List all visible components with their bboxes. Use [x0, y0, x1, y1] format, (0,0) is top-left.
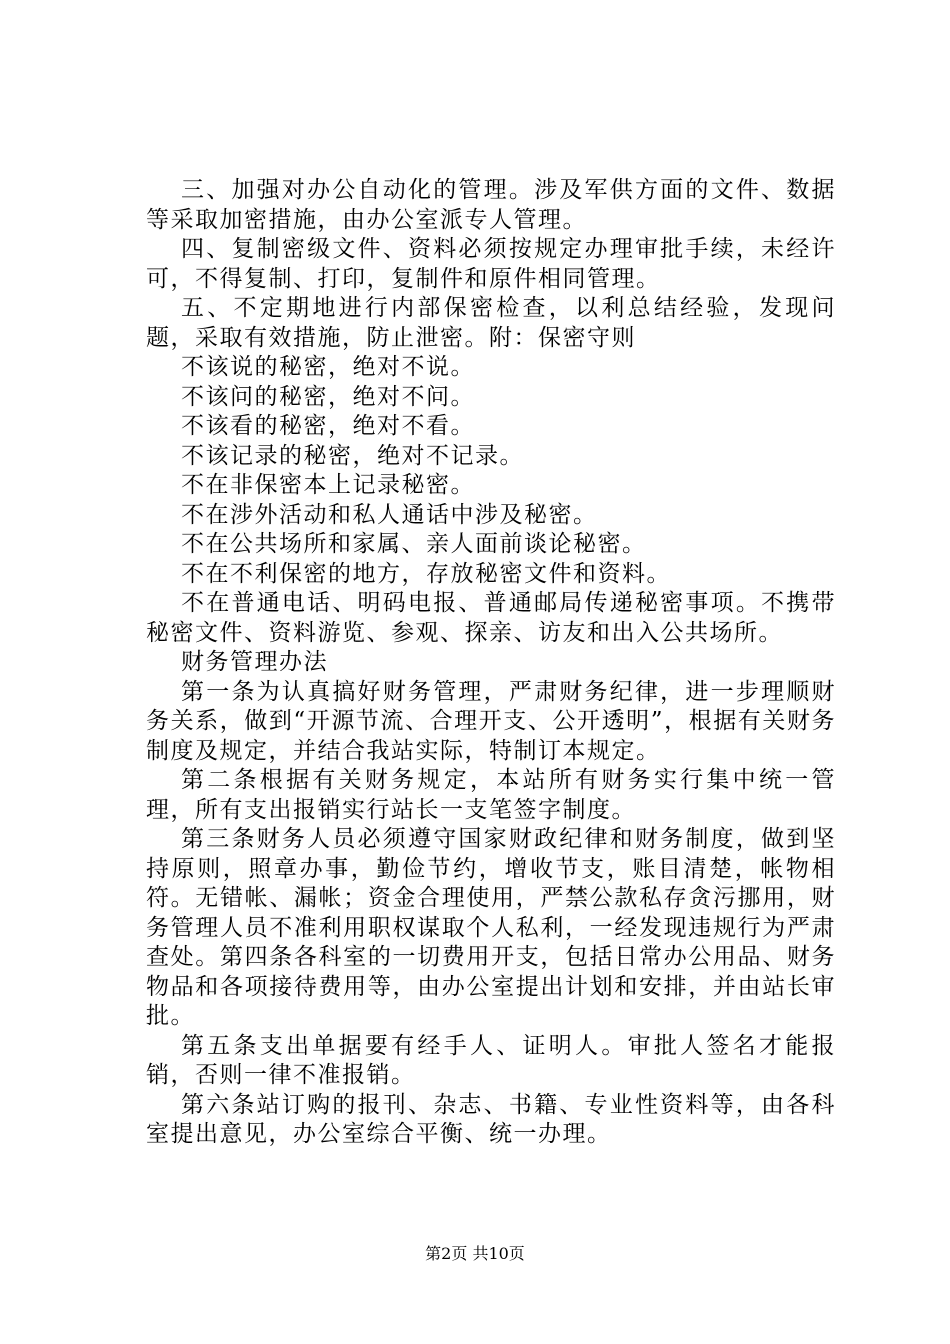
paragraph-secrecy-item-4: 四、复制密级文件、资料必须按规定办理审批手续，未经许可，不得复制、打印，复制件和原件相同管理。 [146, 236, 836, 292]
page-number-footer: 第2页 共10页 [425, 1244, 525, 1263]
paragraph-rule-storage: 不在不利保密的地方，存放秘密文件和资料。 [181, 560, 671, 587]
paragraph-rule-not-say: 不该说的秘密，绝对不说。 [181, 354, 475, 380]
paragraph-article-2: 第二条根据有关财务规定，本站所有财务实行集中统一管理，所有支出报销实行站长一支笔签字制度。 [146, 767, 836, 823]
paragraph-article-3-4: 第三条财务人员必须遵守国家财政纪律和财务制度，做到坚持原则，照章办事，勤俭节约，增收节支，账目清楚，帐物相符。无错帐、漏帐；资金合理使用，严禁公款私存贪污挪用，财务管理人员不准利用职权谋取个人私利，一经发现违规行为严肃查处。第四条各科室的一切费用开支，包括日常办公用品、财务物品和各项接待费用等，由办公室提出计划和安排，并由站长审批。 [146, 826, 836, 1029]
paragraph-rule-not-record: 不该记录的秘密，绝对不记录。 [181, 442, 524, 469]
paragraph-article-6: 第六条站订购的报刊、杂志、书籍、专业性资料等，由各科室提出意见，办公室综合平衡、统一办理。 [146, 1091, 836, 1147]
paragraph-secrecy-item-3: 三、加强对办公自动化的管理。涉及军供方面的文件、数据等采取加密措施，由办公室派专人管理。 [146, 177, 836, 233]
paragraph-rule-not-look: 不该看的秘密，绝对不看。 [181, 413, 475, 439]
document-body [146, 176, 836, 1150]
paragraph-rule-non-secret-notebook: 不在非保密本上记录秘密。 [181, 472, 475, 498]
section-heading-finance: 财务管理办法 [181, 649, 328, 675]
paragraph-rule-public-places: 不在公共场所和家属、亲人面前谈论秘密。 [181, 531, 647, 557]
paragraph-rule-not-ask: 不该问的秘密，绝对不问。 [181, 383, 475, 410]
paragraph-article-5: 第五条支出单据要有经手人、证明人。审批人签名才能报销，否则一律不准报销。 [146, 1032, 836, 1088]
paragraph-rule-transmission: 不在普通电话、明码电报、普通邮局传递秘密事项。不携带秘密文件、资料游览、参观、探亲、访友和出入公共场所。 [146, 590, 836, 646]
paragraph-article-1: 第一条为认真搞好财务管理，严肃财务纪律，进一步理顺财务关系，做到“开源节流、合理开支、公开透明”，根据有关财务制度及规定，并结合我站实际，特制订本规定。 [146, 678, 836, 764]
paragraph-rule-foreign-activities: 不在涉外活动和私人通话中涉及秘密。 [181, 501, 598, 528]
paragraph-secrecy-item-5: 五、不定期地进行内部保密检查，以利总结经验，发现问题，采取有效措施，防止泄密。附：保密守则 [146, 295, 836, 351]
